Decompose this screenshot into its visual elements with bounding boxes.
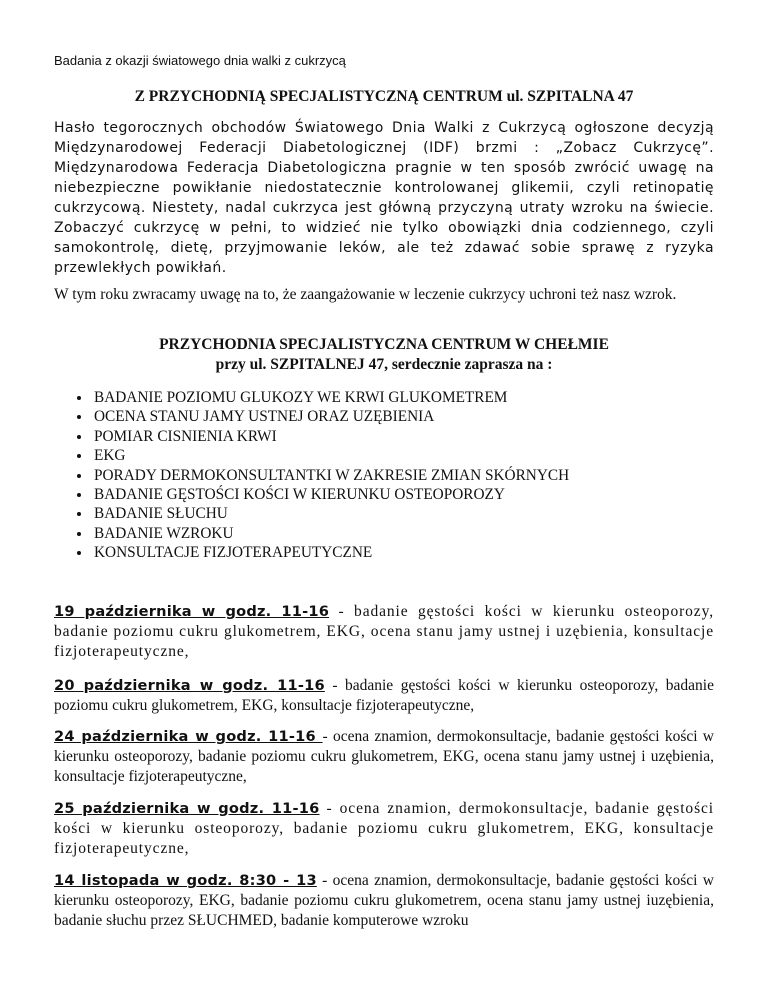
- list-item: • POMIAR CISNIENIA KRWI: [92, 427, 569, 446]
- schedule-date: 24 października w godz. 11-16: [54, 728, 323, 745]
- schedule-entry: [54, 676, 714, 716]
- schedule-text: - ocena znamion, dermokonsultacje, badanie gęstości kości w kierunku osteoporozy, badanie poziomu cukru glukometrem, EKG, konsultacje fizjoterapeutyczne,: [54, 800, 714, 857]
- list-item: • KONSULTACJE FIZJOTERAPEUTYCZNE: [92, 543, 569, 562]
- schedule-entry: [54, 602, 714, 662]
- schedule-entry: [54, 799, 714, 859]
- heading-invitation: [54, 335, 714, 375]
- schedule-text: - badanie gęstości kości w kierunku osteoporozy, badanie poziomu cukru glukometrem, EKG, konsultacje fizjoterapeutyczne,: [54, 677, 714, 714]
- schedule-text: - ocena znamion, dermokonsultacje, badanie gęstości kości w kierunku osteoporozy, badanie poziomu cukru glukometrem, EKG, ocena stanu jamy ustnej i uzębienia, konsultacje fizjoterapeutyczne,: [54, 728, 714, 785]
- schedule-entry: [54, 727, 714, 787]
- list-item: • BADANIE POZIOMU GLUKOZY WE KRWI GLUKOMETREM: [92, 388, 569, 407]
- list-item: • OCENA STANU JAMY USTNEJ ORAZ UZĘBIENIA: [92, 407, 569, 426]
- list-item: • EKG: [92, 446, 569, 465]
- document-title: Badania z okazji światowego dnia walki z cukrzycą: [54, 53, 346, 68]
- note-paragraph: W tym roku zwracamy uwagę na to, że zaangażowanie w leczenie cukrzycy uchroni też nasz wzrok.: [54, 286, 677, 303]
- list-item: • BADANIE WZROKU: [92, 524, 569, 543]
- list-item: • BADANIE GĘSTOŚCI KOŚCI W KIERUNKU OSTEOPOROZY: [92, 485, 569, 504]
- list-item: • PORADY DERMOKONSULTANTKI W ZAKRESIE ZMIAN SKÓRNYCH: [92, 466, 569, 485]
- schedule-date: 19 października w godz. 11-16: [54, 603, 330, 620]
- schedule-text: - badanie gęstości kości w kierunku osteoporozy, badanie poziomu cukru glukometrem, EKG, ocena stanu jamy ustnej i uzębienia, konsultacje fizjoterapeutyczne,: [54, 603, 714, 660]
- heading-clinic: Z PRZYCHODNIĄ SPECJALISTYCZNĄ CENTRUM ul. SZPITALNA 47: [134, 88, 634, 105]
- intro-paragraph: Hasło tegorocznych obchodów Światowego Dnia Walki z Cukrzycą ogłoszone decyzją Międzynarodowej Federacji Diabetologicznej (IDF) brzmi : „Zobacz Cukrzycę”. Międzynarodowa Federacja Diabetologiczna pragnie w ten sposób zwrócić uwagę na niebezpieczne powikłanie niedostatecznie kontrolowanej glikemii, czyli retinopatię cukrzycową. Niestety, nadal cukrzyca jest główną przyczyną utraty wzroku na świecie. Zobaczyć cukrzycę w pełni, to widzieć nie tylko obowiązki dnia codziennego, czyli samokontrolę, dietę, przyjmowanie leków, ale też zdawać sobie sprawę z ryzyka przewlekłych powikłań.: [54, 120, 714, 276]
- list-item: • BADANIE SŁUCHU: [92, 504, 569, 523]
- schedule-date: 25 października w godz. 11-16: [54, 800, 320, 817]
- schedule-entry: [54, 871, 714, 931]
- services-list: [76, 388, 569, 563]
- schedule-text: - ocena znamion, dermokonsultacje, badanie gęstości kości w kierunku osteoporozy, EKG, badanie poziomu cukru glukometrem, ocena stanu jamy ustnej iuzębienia, badanie słuchu przez SŁUCHMED, badanie komputerowe wzroku: [54, 872, 714, 929]
- schedule-date: 20 października w godz. 11-16: [54, 677, 325, 694]
- schedule-date: 14 listopada w godz. 8:30 - 13: [54, 872, 317, 889]
- heading-invitation-line2: przy ul. SZPITALNEJ 47, serdecznie zaprasza na :: [215, 356, 553, 373]
- heading-invitation-line1: PRZYCHODNIA SPECJALISTYCZNA CENTRUM W CHEŁMIE: [159, 336, 609, 353]
